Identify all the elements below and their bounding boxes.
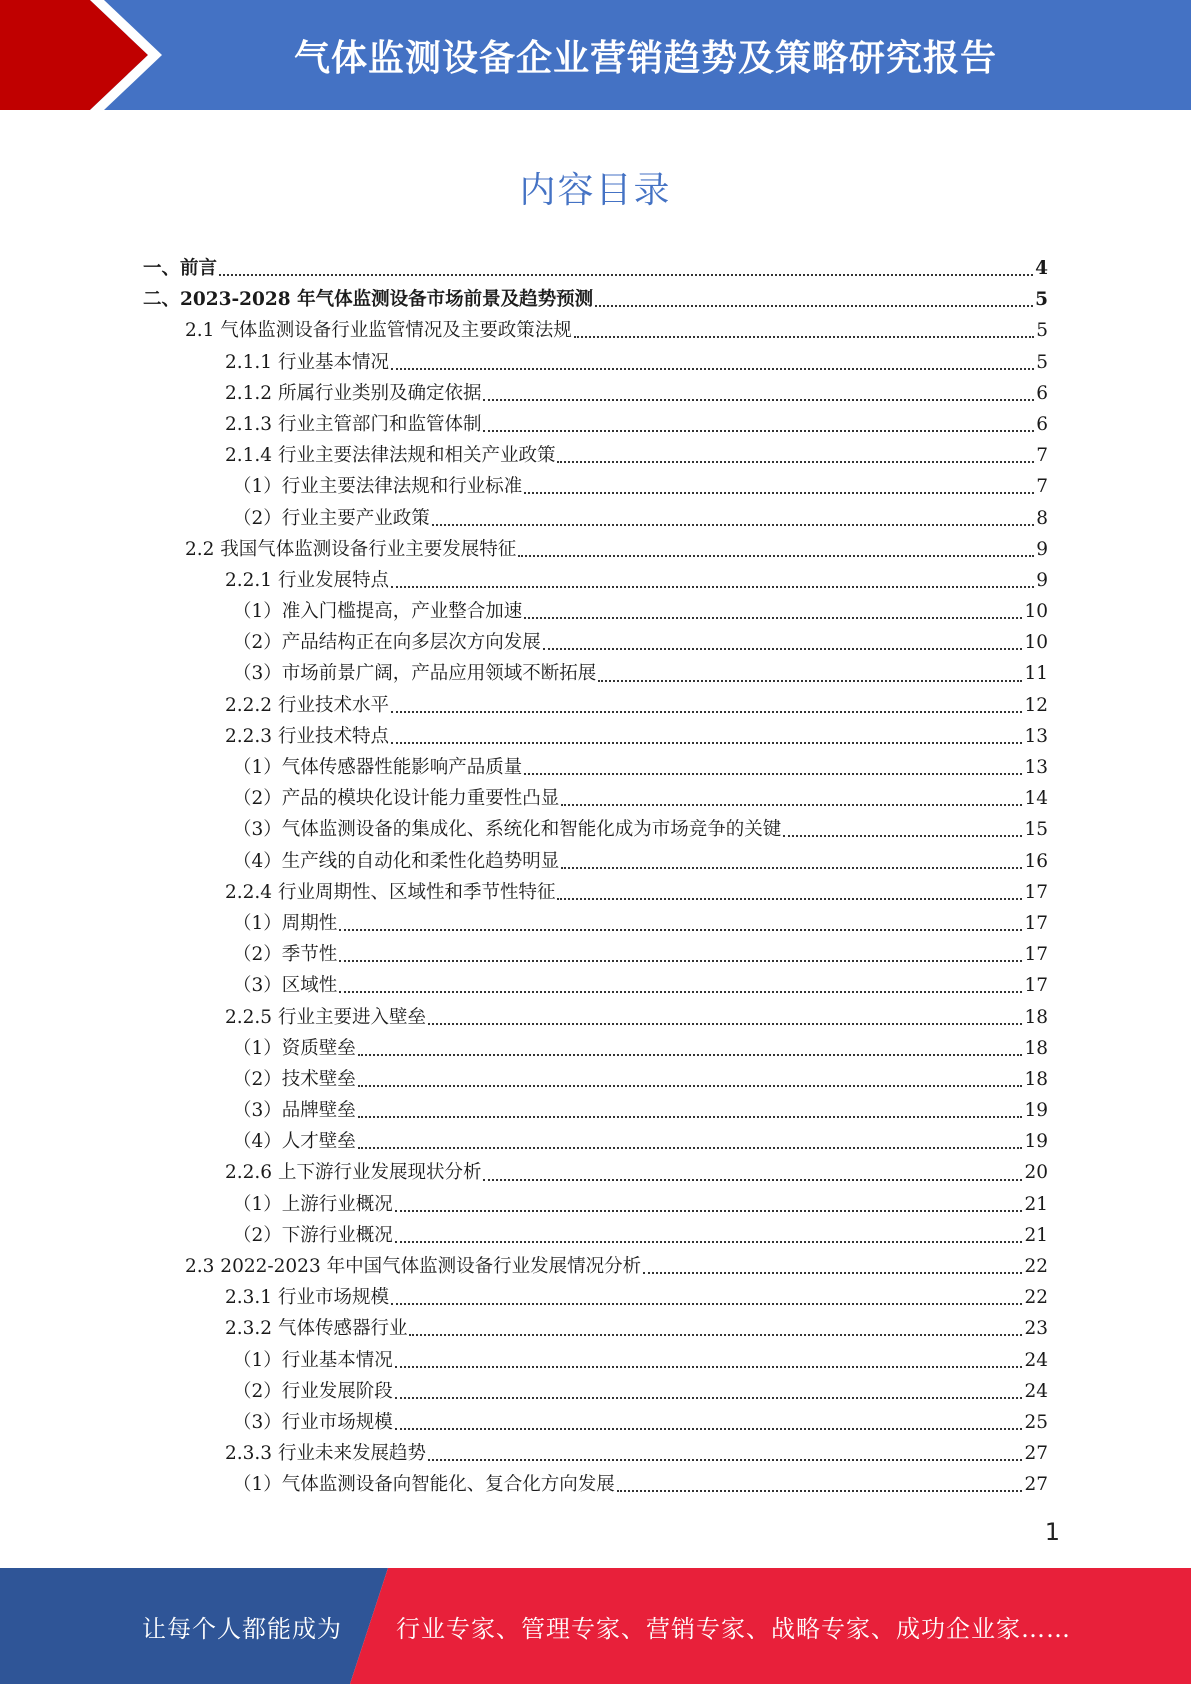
toc-dot-leader: [783, 834, 1022, 837]
toc-entry[interactable]: [143, 783, 1048, 814]
toc-entry-page: 7: [1036, 445, 1048, 467]
toc-dot-leader: [391, 1302, 1022, 1305]
toc-entry-label: （4）人才壁垒: [233, 1131, 356, 1153]
toc-entry[interactable]: [143, 409, 1048, 440]
toc-entry[interactable]: [143, 1282, 1048, 1313]
toc-entry-label: （2）产品的模块化设计能力重要性凸显: [233, 788, 560, 810]
toc-heading: 内容目录: [519, 170, 672, 211]
toc-entry-page: 21: [1024, 1224, 1048, 1246]
toc-dot-leader: [617, 1489, 1023, 1492]
toc-entry[interactable]: [143, 596, 1048, 627]
toc-entry-page: 17: [1024, 912, 1048, 934]
toc-dot-leader: [524, 616, 1022, 619]
toc-entry-label: （3）区域性: [233, 975, 338, 997]
footer-slogan-left: 让每个人都能成为: [142, 1614, 342, 1643]
toc-entry[interactable]: [143, 627, 1048, 658]
toc-entry-page: 14: [1024, 788, 1048, 810]
footer-slogan-right: 行业专家、管理专家、营销专家、战略专家、成功企业家……: [396, 1614, 1071, 1643]
toc-dot-leader: [598, 679, 1022, 682]
toc-entry-page: 24: [1024, 1349, 1048, 1371]
toc-entry-label: 2.2.6 上下游行业发展现状分析: [225, 1162, 482, 1184]
toc-entry-page: 17: [1024, 944, 1048, 966]
toc-entry-label: 2.1.3 行业主管部门和监管体制: [225, 413, 482, 435]
toc-entry[interactable]: [143, 1157, 1048, 1188]
toc-entry[interactable]: [143, 658, 1048, 689]
toc-dot-leader: [561, 803, 1022, 806]
toc-entry-label: （1）上游行业概况: [233, 1193, 393, 1215]
toc-entry-page: 16: [1024, 850, 1048, 872]
toc-dot-leader: [518, 554, 1034, 557]
toc-entry-label: （3）市场前景广阔，产品应用领域不断拓展: [233, 663, 597, 685]
toc-entry-page: 18: [1024, 1037, 1048, 1059]
toc-entry-page: 15: [1024, 819, 1048, 841]
toc-dot-leader: [483, 398, 1034, 401]
toc-entry-label: 2.2.5 行业主要进入壁垒: [225, 1006, 426, 1028]
toc-entry-label: 一、前言: [143, 258, 218, 279]
toc-entry-page: 27: [1024, 1474, 1048, 1496]
toc-entry[interactable]: [143, 752, 1048, 783]
toc-dot-leader: [358, 1084, 1023, 1087]
toc-entry[interactable]: [143, 939, 1048, 970]
toc-entry-page: 21: [1024, 1193, 1048, 1215]
toc-entry-page: 23: [1024, 1318, 1048, 1340]
toc-entry[interactable]: [143, 1033, 1048, 1064]
toc-entry-label: 2.3.2 气体传感器行业: [225, 1318, 408, 1340]
toc-dot-leader: [391, 710, 1022, 713]
toc-entry-page: 12: [1024, 694, 1048, 716]
toc-entry[interactable]: [143, 565, 1048, 596]
toc-dot-leader: [428, 1022, 1022, 1025]
toc-entry-label: （3）气体监测设备的集成化、系统化和智能化成为市场竞争的关键: [233, 819, 782, 841]
toc-entry-label: （1）周期性: [233, 912, 338, 934]
report-title: 气体监测设备企业营销趋势及策略研究报告: [293, 37, 997, 79]
toc-entry-label: （1）气体监测设备向智能化、复合化方向发展: [233, 1474, 615, 1496]
toc-dot-leader: [557, 460, 1034, 463]
toc-entry-page: 19: [1024, 1100, 1048, 1122]
toc-entry-label: （3）行业市场规模: [233, 1411, 393, 1433]
toc-dot-leader: [561, 866, 1022, 869]
toc-entry-page: 18: [1024, 1006, 1048, 1028]
toc-entry-page: 10: [1024, 601, 1048, 623]
toc-entry[interactable]: [143, 1064, 1048, 1095]
toc-entry-page: 22: [1024, 1256, 1048, 1277]
toc-dot-leader: [543, 647, 1023, 650]
toc-dot-leader: [219, 273, 1033, 276]
toc-entry[interactable]: [143, 378, 1048, 409]
toc-dot-leader: [524, 491, 1034, 494]
toc-entry-page: 17: [1024, 975, 1048, 997]
toc-entry[interactable]: [143, 877, 1048, 908]
toc-entry-label: 2.2 我国气体监测设备行业主要发展特征: [185, 538, 517, 560]
toc-entry[interactable]: [143, 440, 1048, 471]
toc-dot-leader: [395, 1396, 1023, 1399]
toc-entry-page: 4: [1035, 258, 1048, 279]
toc-dot-leader: [395, 1209, 1023, 1212]
toc-entry[interactable]: [143, 1095, 1048, 1126]
toc-entry[interactable]: [143, 1220, 1048, 1251]
toc-entry[interactable]: [143, 1002, 1048, 1033]
toc-entry-label: （1）准入门槛提高，产业整合加速: [233, 601, 523, 623]
toc-dot-leader: [358, 1146, 1023, 1149]
toc-dot-leader: [409, 1333, 1022, 1336]
toc-entry-label: （2）行业主要产业政策: [233, 507, 430, 529]
toc-entry[interactable]: [143, 721, 1048, 752]
toc-entry[interactable]: [143, 1251, 1048, 1282]
toc-dot-leader: [358, 1115, 1023, 1118]
toc-entry-label: 2.3 2022-2023 年中国气体监测设备行业发展情况分析: [185, 1256, 642, 1277]
toc-entry-page: 5: [1036, 351, 1048, 373]
toc-entry[interactable]: [143, 284, 1048, 315]
toc-entry-label: （1）气体传感器性能影响产品质量: [233, 757, 523, 778]
toc-entry[interactable]: [143, 347, 1048, 378]
toc-entry-label: 2.1.1 行业基本情况: [225, 351, 389, 373]
toc-entry-page: 5: [1036, 320, 1048, 342]
toc-entry[interactable]: [143, 503, 1048, 534]
toc-entry-label: （2）下游行业概况: [233, 1224, 393, 1246]
toc-entry-label: 2.2.1 行业发展特点: [225, 569, 389, 591]
page-header: [0, 0, 1191, 110]
toc-entry-page: 20: [1024, 1162, 1048, 1184]
page-footer: [0, 1568, 1191, 1684]
toc-entry[interactable]: [143, 814, 1048, 845]
toc-entry-page: 10: [1024, 632, 1048, 654]
toc-dot-leader: [391, 367, 1034, 370]
toc-dot-leader: [595, 304, 1033, 307]
toc-entry-label: 2.2.3 行业技术特点: [225, 725, 389, 747]
toc-entry[interactable]: [143, 253, 1048, 284]
toc-entry-page: 6: [1036, 413, 1048, 435]
toc-dot-leader: [643, 1271, 1022, 1274]
toc-entry-page: 6: [1036, 382, 1048, 404]
toc-entry-label: 2.3.3 行业未来发展趋势: [225, 1443, 426, 1465]
toc-entry-label: （2）技术壁垒: [233, 1068, 356, 1090]
toc-entry-page: 24: [1024, 1380, 1048, 1402]
toc-entry-label: （2）行业发展阶段: [233, 1380, 393, 1402]
toc-dot-leader: [395, 1365, 1023, 1368]
toc-dot-leader: [524, 772, 1022, 775]
toc-entry-label: （1）资质壁垒: [233, 1037, 356, 1059]
toc-entry-page: 25: [1024, 1411, 1048, 1433]
toc-entry-page: 19: [1024, 1131, 1048, 1153]
toc-entry[interactable]: [143, 846, 1048, 877]
toc-entry-page: 27: [1024, 1443, 1048, 1465]
toc-dot-leader: [391, 585, 1034, 588]
toc-dot-leader: [483, 1178, 1022, 1181]
toc-entry-page: 11: [1024, 663, 1048, 685]
toc-entry-page: 13: [1024, 725, 1048, 747]
toc-dot-leader: [574, 335, 1034, 338]
toc-entry[interactable]: [143, 1407, 1048, 1438]
toc-entry-label: 2.1.2 所属行业类别及确定依据: [225, 382, 482, 404]
toc-dot-leader: [428, 1458, 1022, 1461]
toc-entry-label: 2.2.4 行业周期性、区域性和季节性特征: [225, 881, 556, 903]
toc-entry-label: 2.3.1 行业市场规模: [225, 1287, 389, 1309]
toc-entry-page: 13: [1024, 757, 1048, 778]
toc-entry-page: 17: [1024, 881, 1048, 903]
toc-entry[interactable]: [143, 1376, 1048, 1407]
toc-entry-label: 二、2023-2028 年气体监测设备市场前景及趋势预测: [143, 289, 594, 311]
toc-entry-page: 5: [1035, 289, 1048, 311]
toc-entry-label: （1）行业基本情况: [233, 1349, 393, 1371]
toc-dot-leader: [358, 1053, 1023, 1056]
toc-entry-page: 22: [1024, 1287, 1048, 1309]
toc-entry-label: （2）季节性: [233, 944, 338, 966]
toc-entry[interactable]: [143, 1189, 1048, 1220]
toc-entry-label: （4）生产线的自动化和柔性化趋势明显: [233, 850, 560, 872]
toc-entry[interactable]: [143, 1438, 1048, 1469]
toc-entry-page: 7: [1036, 476, 1048, 498]
toc-entry-label: 2.1 气体监测设备行业监管情况及主要政策法规: [185, 320, 572, 342]
toc-entry[interactable]: [143, 908, 1048, 939]
toc-dot-leader: [557, 897, 1022, 900]
toc-entry[interactable]: [143, 1469, 1048, 1500]
toc-entry-label: 2.1.4 行业主要法律法规和相关产业政策: [225, 445, 556, 467]
toc-entry-page: 18: [1024, 1068, 1048, 1090]
toc-dot-leader: [432, 523, 1034, 526]
toc-dot-leader: [339, 959, 1022, 962]
toc-dot-leader: [395, 1240, 1023, 1243]
table-of-contents: [143, 253, 1048, 1501]
toc-dot-leader: [395, 1427, 1023, 1430]
toc-entry[interactable]: [143, 1313, 1048, 1344]
toc-dot-leader: [339, 928, 1022, 931]
toc-entry-label: （1）行业主要法律法规和行业标准: [233, 476, 523, 498]
toc-entry[interactable]: [143, 534, 1048, 565]
toc-entry[interactable]: [143, 970, 1048, 1001]
toc-entry-label: 2.2.2 行业技术水平: [225, 694, 389, 716]
toc-entry[interactable]: [143, 315, 1048, 346]
toc-dot-leader: [339, 990, 1022, 993]
toc-entry[interactable]: [143, 471, 1048, 502]
toc-dot-leader: [483, 429, 1034, 432]
toc-entry[interactable]: [143, 690, 1048, 721]
toc-entry[interactable]: [143, 1345, 1048, 1376]
toc-entry-page: 9: [1036, 538, 1048, 560]
toc-dot-leader: [391, 741, 1022, 744]
toc-entry-page: 9: [1036, 569, 1048, 591]
toc-entry-label: （3）品牌壁垒: [233, 1100, 356, 1122]
page-number: 1: [1044, 1518, 1060, 1546]
toc-entry-page: 8: [1036, 507, 1048, 529]
toc-entry-label: （2）产品结构正在向多层次方向发展: [233, 632, 541, 654]
toc-entry[interactable]: [143, 1126, 1048, 1157]
